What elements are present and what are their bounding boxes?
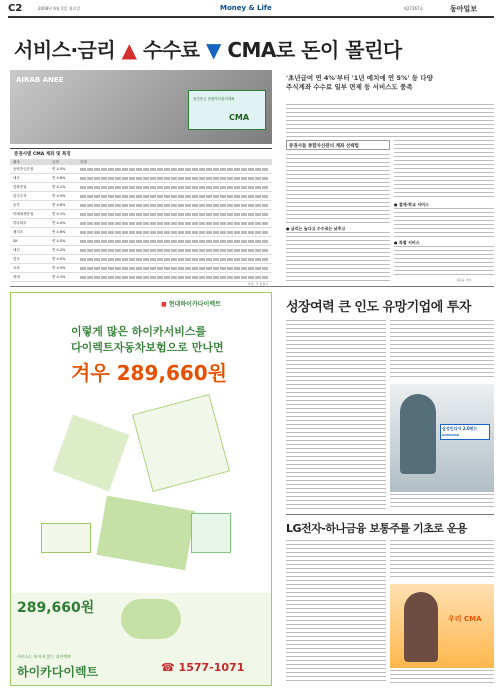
table-cell-company: 메리츠	[13, 230, 24, 234]
table-cell-rate: 연 4.6%	[52, 230, 66, 234]
table-cell-feature	[80, 177, 268, 180]
ad-footer-illustration	[121, 599, 181, 639]
intro-paragraph	[286, 104, 494, 138]
subsection-3: ● 특별 서비스	[394, 240, 420, 245]
table-cell-feature	[80, 258, 268, 261]
byline: 김남규 기자	[456, 278, 472, 282]
table-cell-feature	[80, 168, 268, 171]
table-cell-rate: 연 4.2%	[52, 185, 66, 189]
story2-caption	[390, 494, 494, 510]
ad-price-row	[71, 357, 227, 386]
story2-product-label: 삼성인디아 2.0펀드	[442, 426, 478, 431]
ad-footer-tagline: 서비스는 보이지 않는 다이렉트	[17, 654, 72, 659]
story3-photo	[390, 584, 494, 668]
story2-col-2	[390, 320, 494, 380]
photo-sign: AIRAB ANEE	[16, 76, 64, 84]
body-col-2c	[394, 246, 494, 276]
cma-poster	[188, 90, 266, 130]
subheads	[286, 74, 494, 92]
story3-person	[404, 592, 438, 662]
table-cell-rate: 연 4.6%	[52, 176, 66, 180]
table-row	[10, 183, 272, 192]
table-cell-feature	[80, 186, 268, 189]
table-col-feature: 특징	[80, 160, 87, 164]
table-cell-feature	[80, 204, 268, 207]
table-cell-rate: 연 4.5%	[52, 167, 66, 171]
subhead-1: '초년급여 연 4%'부터 '1년 예치에 연 5%' 등 다양	[286, 74, 433, 82]
table-cell-company: 하나대투	[13, 221, 27, 225]
ad-shape-5	[41, 523, 91, 553]
ad-shape-3	[96, 496, 195, 571]
insurance-ad	[10, 292, 272, 686]
table-cell-feature	[80, 249, 268, 252]
story2-person	[400, 394, 436, 474]
table-cell-company: 현대	[13, 275, 20, 279]
ad-footer-brand: 하이카다이렉트	[17, 665, 99, 679]
table-title: 증권사별 CMA 계좌 및 특징	[14, 152, 71, 157]
story2-photo	[390, 384, 494, 492]
story2-product	[440, 424, 490, 440]
table-row	[10, 273, 272, 282]
story2-product-brand: SAMSUNG	[442, 433, 460, 437]
story3-photo-text: 우리 CMA	[448, 615, 482, 623]
table-row	[10, 264, 272, 273]
table-cell-rate: 연 4.1%	[52, 212, 66, 216]
headline-part3: CMA로 돈이 몰린다	[227, 38, 402, 62]
body-col-2b	[394, 208, 494, 238]
ad-phone-number: 1577-1071	[178, 661, 245, 674]
table-cell-company: 한화증권	[13, 185, 27, 189]
page-header	[8, 3, 494, 15]
ad-footer-price: 289,660원	[17, 600, 95, 616]
body-col-1	[286, 154, 390, 224]
headline-part1: 서비스·금리	[14, 38, 116, 62]
table-cell-feature	[80, 195, 268, 198]
headline-part2: 수수료	[143, 38, 200, 62]
header-rule	[8, 16, 494, 18]
phone-icon: ☎	[161, 661, 175, 674]
table-cell-company: 교보	[13, 266, 20, 270]
table-row	[10, 228, 272, 237]
table-cell-feature	[80, 231, 268, 234]
story3-col-2a	[390, 540, 494, 580]
bank-photo	[10, 70, 272, 144]
table-body	[10, 165, 272, 282]
story3-caption	[390, 670, 494, 684]
main-headline	[14, 34, 402, 63]
table-source: 자료: 각 증권사	[247, 282, 268, 286]
ad-footer	[11, 593, 271, 685]
subhead-2: 주식계좌 수수료 일부 면제 등 서비스도 풍족	[286, 83, 413, 91]
table-cell-company: 동부	[13, 203, 20, 207]
story2-headline: 성장여력 큰 인도 유망기업에 투자	[286, 300, 471, 315]
ad-brand-top	[161, 299, 221, 308]
ad-shape-4	[191, 513, 231, 553]
arrow-down-icon: ▼	[205, 38, 221, 62]
section-name: Money & Life	[220, 4, 272, 12]
table-row	[10, 165, 272, 174]
subsection-1: ● 금리는 높다고 수수료는 낮추고	[286, 226, 346, 231]
table-cell-company: SK	[13, 239, 18, 243]
arrow-up-icon: ▲	[121, 38, 137, 62]
table-cell-feature	[80, 240, 268, 243]
table-row	[10, 219, 272, 228]
issue-date: 2008년 6월 2일 월요일	[38, 6, 81, 11]
ad-price: 289,660원	[116, 361, 228, 385]
table-cell-company: 대우	[13, 176, 20, 180]
table-cell-rate: 연 4.0%	[52, 239, 66, 243]
table-cell-rate: 연 4.5%	[52, 266, 66, 270]
ad-shape-2	[132, 394, 230, 492]
subsection-2: ● 결제·학교 서비스	[394, 202, 429, 207]
ad-illustration	[31, 393, 253, 593]
table-cell-rate: 연 4.5%	[52, 194, 66, 198]
story3-col-1	[286, 540, 386, 684]
table-col-company: 회사	[13, 160, 20, 164]
section-box	[286, 140, 390, 150]
table-row	[10, 174, 272, 183]
table-cell-rate: 연 4.0%	[52, 257, 66, 261]
ad-brand-top-text: 현대하이카다이렉트	[168, 301, 221, 308]
table-cell-rate: 연 4.3%	[52, 275, 66, 279]
table-cell-feature	[80, 267, 268, 270]
table-row	[10, 210, 272, 219]
table-cell-feature	[80, 276, 268, 279]
table-cell-feature	[80, 213, 268, 216]
body-col-1b	[286, 232, 390, 282]
ad-phone	[161, 661, 244, 674]
ad-shape-1	[53, 415, 130, 492]
ad-price-prefix: 겨우	[71, 361, 110, 385]
table-row	[10, 192, 272, 201]
table-cell-company: 한국	[13, 257, 20, 261]
table-cell-company: 한국투자	[13, 194, 27, 198]
body-col-2	[394, 140, 494, 200]
paper-name: 동아일보	[450, 5, 478, 13]
cma-caption: 선진종금 종합자산관리계좌	[193, 97, 235, 101]
story3-headline: LG전자-하나금융 보통주를 기초로 운용	[286, 522, 467, 535]
divider-2	[286, 514, 494, 515]
table-cell-rate: 연 4.6%	[52, 203, 66, 207]
table-row	[10, 255, 272, 264]
section-label: 증권사들 종합자산관리 계좌 선택법	[289, 144, 359, 149]
divider-1	[10, 286, 494, 287]
table-cell-company: 미래에셋증권	[13, 212, 34, 216]
table-col-rate: 금리	[52, 160, 59, 164]
cma-logo: CMA	[229, 113, 250, 122]
cma-table	[10, 148, 272, 286]
table-cell-feature	[80, 222, 268, 225]
ad-line-1: 이렇게 많은 하이카서비스를	[71, 325, 207, 338]
page-number: C2	[8, 3, 23, 14]
hicar-logo-icon: ■	[161, 301, 167, 308]
table-cell-company: 대신	[13, 248, 20, 252]
table-cell-rate: 연 4.0%	[52, 221, 66, 225]
table-row	[10, 237, 272, 246]
table-row	[10, 201, 272, 210]
ad-line-2: 다이렉트자동차보험으로 만나면	[71, 341, 224, 354]
table-cell-rate: 연 4.2%	[52, 248, 66, 252]
table-row	[10, 246, 272, 255]
story2-col-1	[286, 320, 386, 510]
edition-number: 제27267호	[403, 6, 424, 11]
table-cell-company: 동양종금증권	[13, 167, 34, 171]
